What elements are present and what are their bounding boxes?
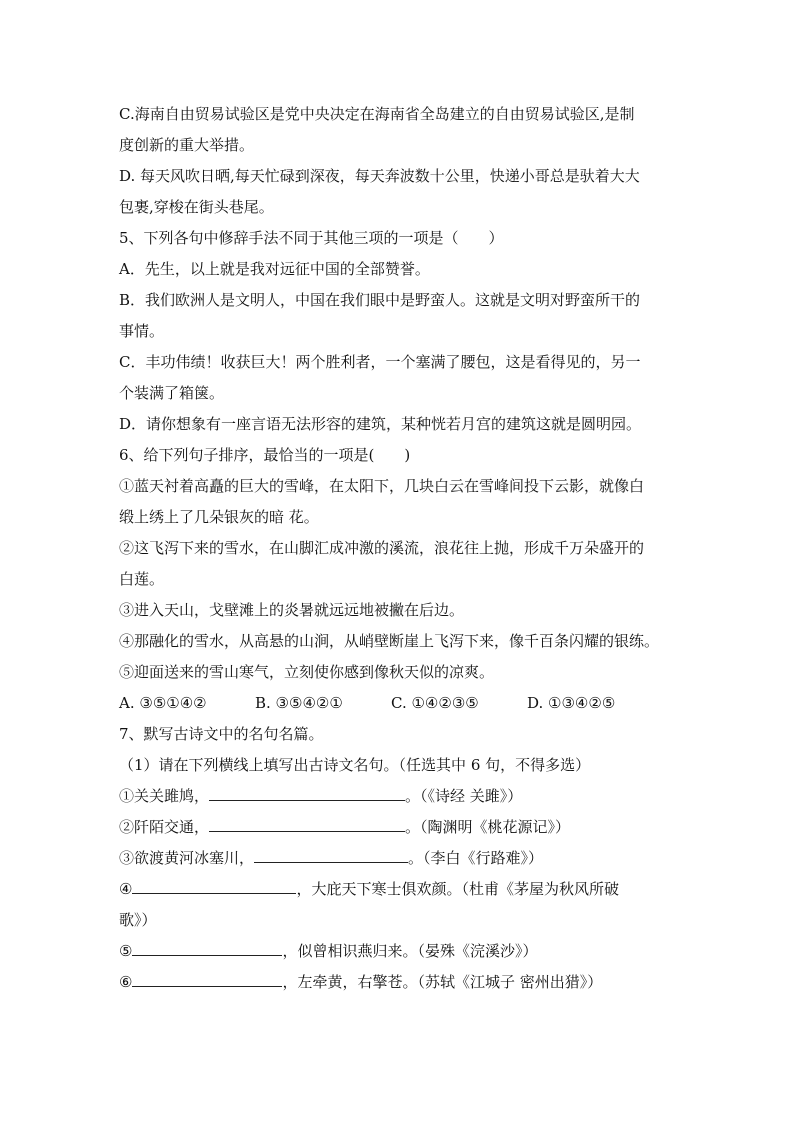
q7-item-suffix: ，左牵黄，右擎苍。（苏轼《江城子 密州出猎》） bbox=[282, 973, 603, 991]
q7-item-prefix: ②阡陌交通， bbox=[119, 818, 210, 836]
q7-item-2 bbox=[119, 817, 570, 837]
q7-item-prefix: ③欲渡黄河冰塞川， bbox=[119, 849, 255, 867]
q7-item-5 bbox=[119, 941, 537, 961]
q7-item-prefix: ⑥ bbox=[119, 973, 133, 991]
q7-item-suffix: 。（陶渊明《桃花源记》） bbox=[405, 818, 571, 836]
q6-sentence-1-line1: ①蓝天衬着高矗的巨大的雪峰，在太阳下，几块白云在雪峰间投下云影，就像白 bbox=[119, 477, 645, 495]
answer-blank[interactable] bbox=[132, 972, 282, 987]
q6-sentence-5: ⑤迎面送来的雪山寒气，立刻使你感到像秋天似的凉爽。 bbox=[119, 663, 495, 681]
q7-item-prefix: ④ bbox=[119, 880, 133, 898]
q5-option-b-line1: B．我们欧洲人是文明人，中国在我们眼中是野蛮人。这就是文明对野蛮所干的 bbox=[119, 291, 641, 309]
answer-blank[interactable] bbox=[254, 848, 408, 863]
q6-sentence-4: ④那融化的雪水，从高悬的山涧，从峭壁断崖上飞泻下来，像千百条闪耀的银练。 bbox=[119, 632, 660, 650]
q7-item-4 bbox=[119, 879, 619, 899]
answer-blank[interactable] bbox=[132, 941, 282, 956]
q7-item-suffix: 。（李白《行路难》） bbox=[408, 849, 544, 867]
q4-option-c-line1: C.海南自由贸易试验区是党中央决定在海南省全岛建立的自由贸易试验区,是制 bbox=[119, 105, 635, 123]
q4-option-d-line2: 包裹,穿梭在街头巷尾。 bbox=[119, 198, 274, 216]
q6-option-d: D. ①③④②⑤ bbox=[527, 694, 616, 712]
q7-item-suffix: ，似曾相识燕归来。（晏殊《浣溪沙》） bbox=[282, 942, 538, 960]
answer-blank[interactable] bbox=[209, 817, 405, 832]
q4-option-d-line1: D. 每天风吹日晒,每天忙碌到深夜，每天奔波数十公里，快递小哥总是驮着大大 bbox=[119, 167, 640, 185]
q7-sub1: （1）请在下列横线上填写出古诗文名句。（任选其中 6 句，不得多选） bbox=[119, 756, 591, 774]
q7-item-prefix: ⑤ bbox=[119, 942, 133, 960]
q6-sentence-2-line1: ②这飞泻下来的雪水，在山脚汇成冲激的溪流，浪花往上抛，形成千万朵盛开的 bbox=[119, 539, 645, 557]
q6-option-c: C. ①④②③⑤ bbox=[391, 694, 479, 712]
q4-option-c-line2: 度创新的重大举措。 bbox=[119, 136, 255, 154]
q5-option-a: A．先生，以上就是我对远征中国的全部赞誉。 bbox=[119, 260, 430, 278]
q5-stem: 5、下列各句中修辞手法不同于其他三项的一项是（ ） bbox=[119, 229, 504, 247]
q7-item-suffix: 。（《诗经 关雎》） bbox=[405, 787, 523, 805]
q5-option-c-line1: C．丰功伟绩！收获巨大！两个胜利者，一个塞满了腰包，这是看得见的，另一 bbox=[119, 353, 641, 371]
q6-stem: 6、给下列句子排序，最恰当的一项是( ) bbox=[119, 446, 411, 464]
q7-item-3 bbox=[119, 848, 543, 868]
q5-option-d: D．请你想象有一座言语无法形容的建筑，某种恍若月宫的建筑这就是圆明园。 bbox=[119, 415, 642, 433]
q5-option-c-line2: 个装满了箱箧。 bbox=[119, 384, 225, 402]
q7-stem: 7、默写古诗文中的名句名篇。 bbox=[119, 725, 324, 743]
q6-sentence-2-line2: 白莲。 bbox=[119, 570, 165, 588]
q6-sentence-3: ③进入天山，戈壁滩上的炎暑就远远地被撇在后边。 bbox=[119, 601, 465, 619]
q6-sentence-1-line2: 缎上绣上了几朵银灰的暗 花。 bbox=[119, 508, 319, 526]
q5-option-b-line2: 事情。 bbox=[119, 322, 165, 340]
q7-item-1 bbox=[119, 786, 522, 806]
q6-options bbox=[119, 693, 615, 713]
q7-item-4-cont: 歌》） bbox=[119, 911, 157, 929]
answer-blank[interactable] bbox=[132, 879, 296, 894]
q7-item-suffix: ，大庇天下寒士俱欢颜。（杜甫《茅屋为秋风所破 bbox=[296, 880, 619, 898]
q7-item-6 bbox=[119, 972, 602, 992]
q6-option-a: A. ③⑤①④② bbox=[119, 694, 207, 712]
q6-option-b: B. ③⑤④②① bbox=[255, 694, 343, 712]
q7-item-prefix: ①关关雎鸠， bbox=[119, 787, 210, 805]
answer-blank[interactable] bbox=[209, 786, 405, 801]
